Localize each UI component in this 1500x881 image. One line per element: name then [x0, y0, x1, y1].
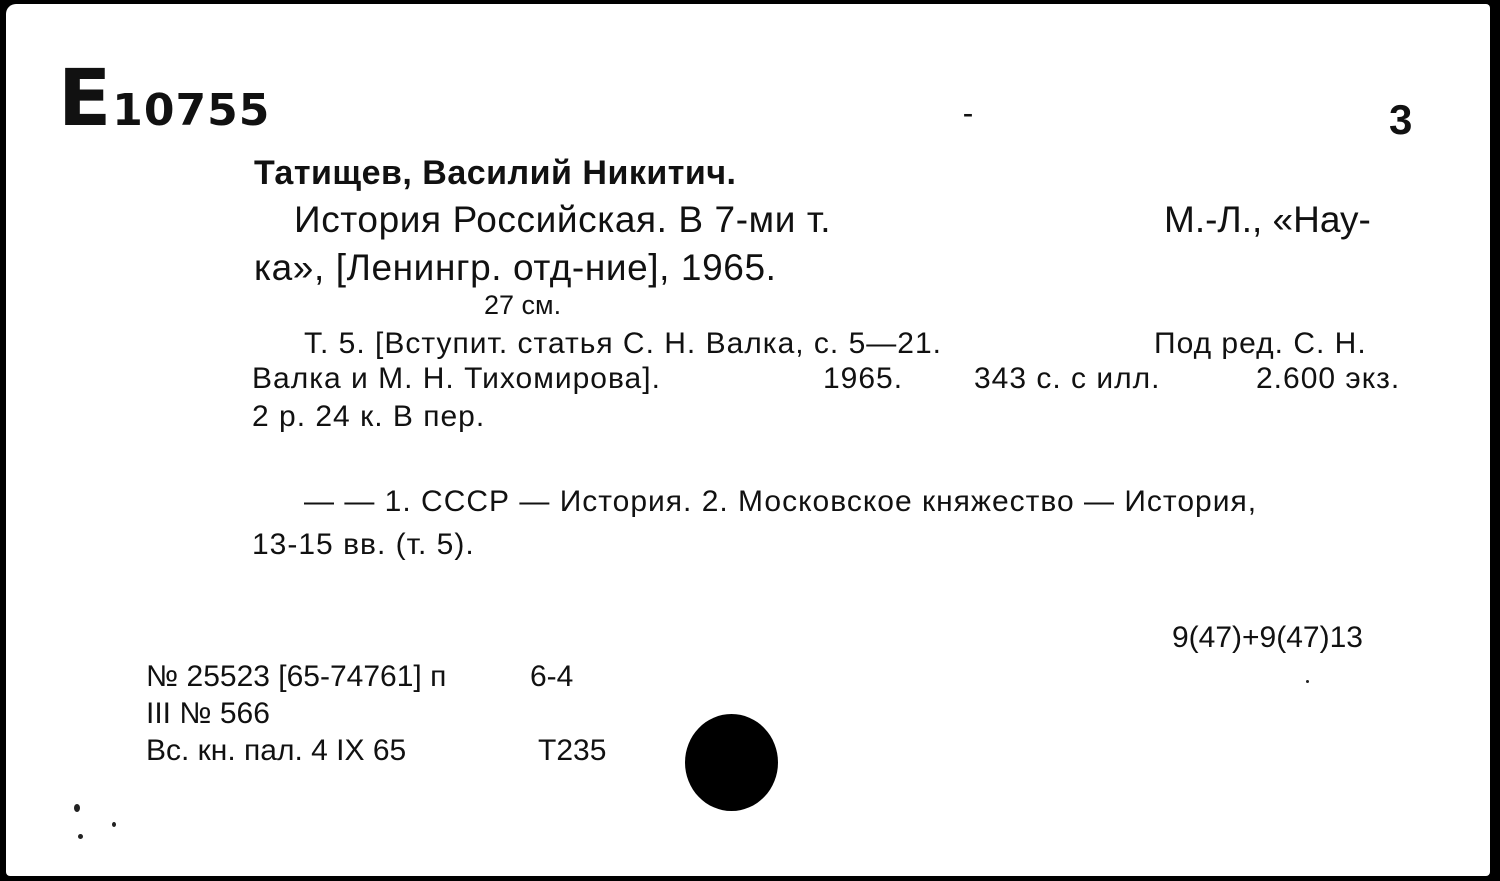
shelfmark-letter: E: [58, 54, 113, 144]
volume-price: 2 р. 24 к. В пер.: [252, 400, 486, 433]
volume-line-1: Т. 5. [Вступит. статья С. Н. Валка, с. 5—21.: [304, 327, 942, 360]
dash-mark: -: [963, 96, 973, 129]
print-info-line-3-right: Т235: [538, 734, 607, 767]
book-size: 27 см.: [484, 290, 562, 320]
title-line: История Российская. В 7-ми т.: [294, 199, 832, 240]
volume-pages: 343 с. с илл.: [974, 362, 1161, 395]
classification-code: 9(47)+9(47)13: [1172, 621, 1363, 654]
publication-continued: ка», [Ленингр. отд-ние], 1965.: [254, 247, 777, 288]
subjects-line-2: 13-15 вв. (т. 5).: [252, 528, 475, 561]
author-heading: Татищев, Василий Никитич.: [254, 154, 737, 192]
shelfmark-number: 10755: [112, 85, 271, 136]
print-info-line-1-right: 6-4: [530, 660, 574, 693]
shelfmark: [58, 54, 270, 144]
ink-speck: [112, 822, 116, 827]
print-info-line-1: № 25523 [65-74761] п: [146, 660, 447, 693]
volume-line-2: Валка и М. Н. Тихомирова].: [252, 362, 661, 395]
ink-speck: [78, 834, 83, 839]
subjects-line-1: — — 1. СССР — История. 2. Московское княжество — История,: [304, 485, 1258, 518]
punch-hole: [685, 714, 778, 811]
ink-speck: [1306, 680, 1309, 683]
volume-copies: 2.600 экз.: [1256, 362, 1401, 395]
ink-speck: [74, 804, 80, 812]
card-number: 3: [1389, 96, 1413, 143]
print-info-line-3: Вс. кн. пал. 4 IX 65: [146, 734, 407, 767]
volume-editor: Под ред. С. Н.: [1154, 327, 1367, 360]
volume-year: 1965.: [823, 362, 904, 395]
publication-place: М.-Л., «Нау-: [1164, 199, 1371, 240]
print-info-line-2: III № 566: [146, 697, 270, 730]
catalog-card: [6, 4, 1490, 876]
